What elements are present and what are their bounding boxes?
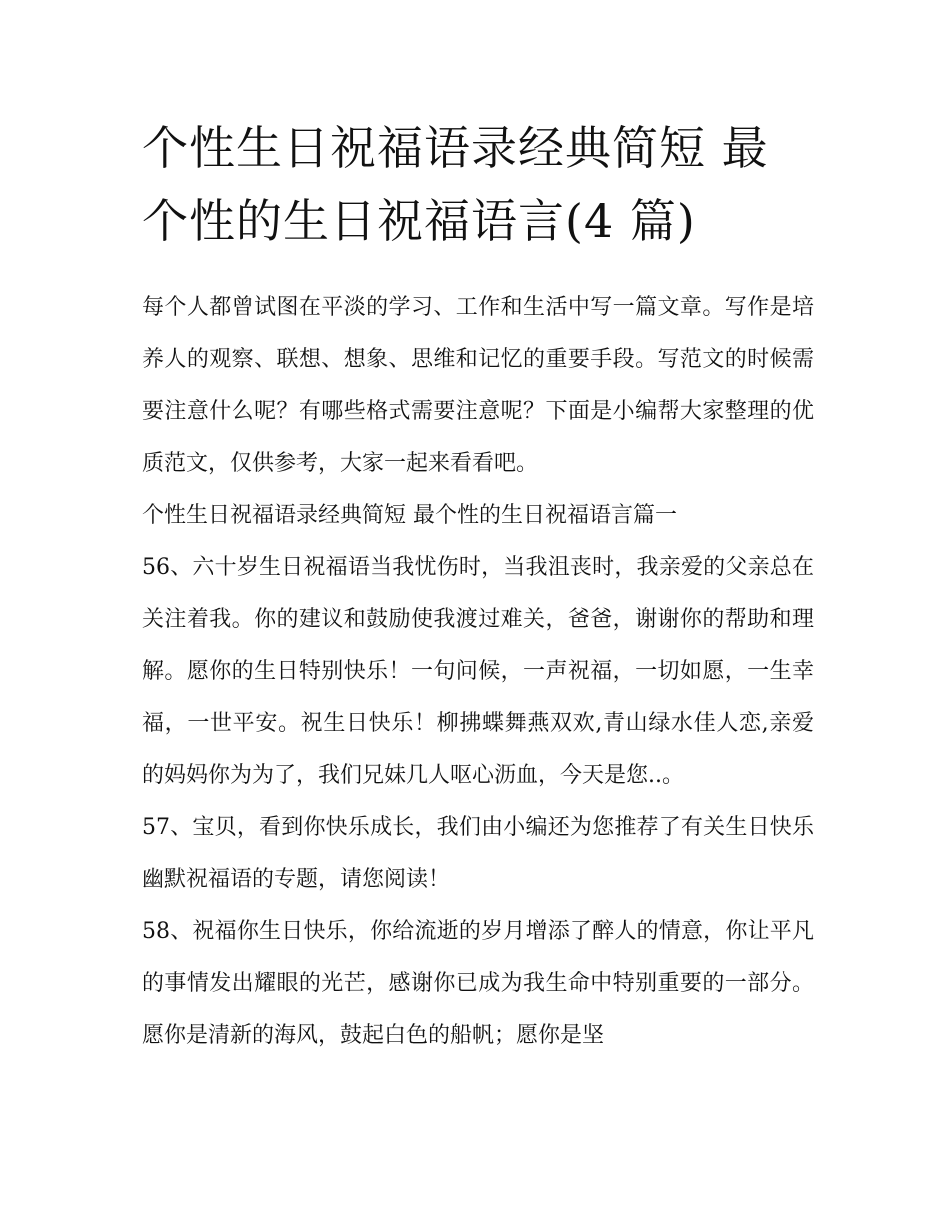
section-heading: 个性生日祝福语录经典简短 最个性的生日祝福语言篇一 [142,503,677,528]
list-item: 57、宝贝，看到你快乐成长，我们由小编还为您推荐了有关生日快乐幽默祝福语的专题，请您阅读！ [142,815,814,892]
intro-paragraph: 每个人都曾试图在平淡的学习、工作和生活中写一篇文章。写作是培养人的观察、联想、想象、思维和记忆的重要手段。写范文的时候需要注意什么呢？有哪些格式需要注意呢？下面是小编帮大家整理的优质范文，仅供参考，大家一起来看看吧。 [142,295,814,476]
document-page [142,112,814,1062]
list-item: 58、祝福你生日快乐，你给流逝的岁月增添了醉人的情意，你让平凡的事情发出耀眼的光芒，感谢你已成为我生命中特别重要的一部分。愿你是清新的海风，鼓起白色的船帆；愿你是坚 [142,919,814,1048]
list-item: 56、六十岁生日祝福语当我忧伤时，当我沮丧时，我亲爱的父亲总在关注着我。你的建议和鼓励使我渡过难关，爸爸，谢谢你的帮助和理解。愿你的生日特别快乐！一句问候，一声祝福，一切如愿，一生幸福，一世平安。祝生日快乐！柳拂蝶舞燕双欢,青山绿水佳人恋,亲爱的妈妈你为为了，我们兄妹几人呕心沥血，今天是您..。 [142,555,814,788]
document-body [142,282,814,1062]
document-title: 个性生日祝福语录经典简短 最个性的生日祝福语言(4 篇) [142,121,769,248]
